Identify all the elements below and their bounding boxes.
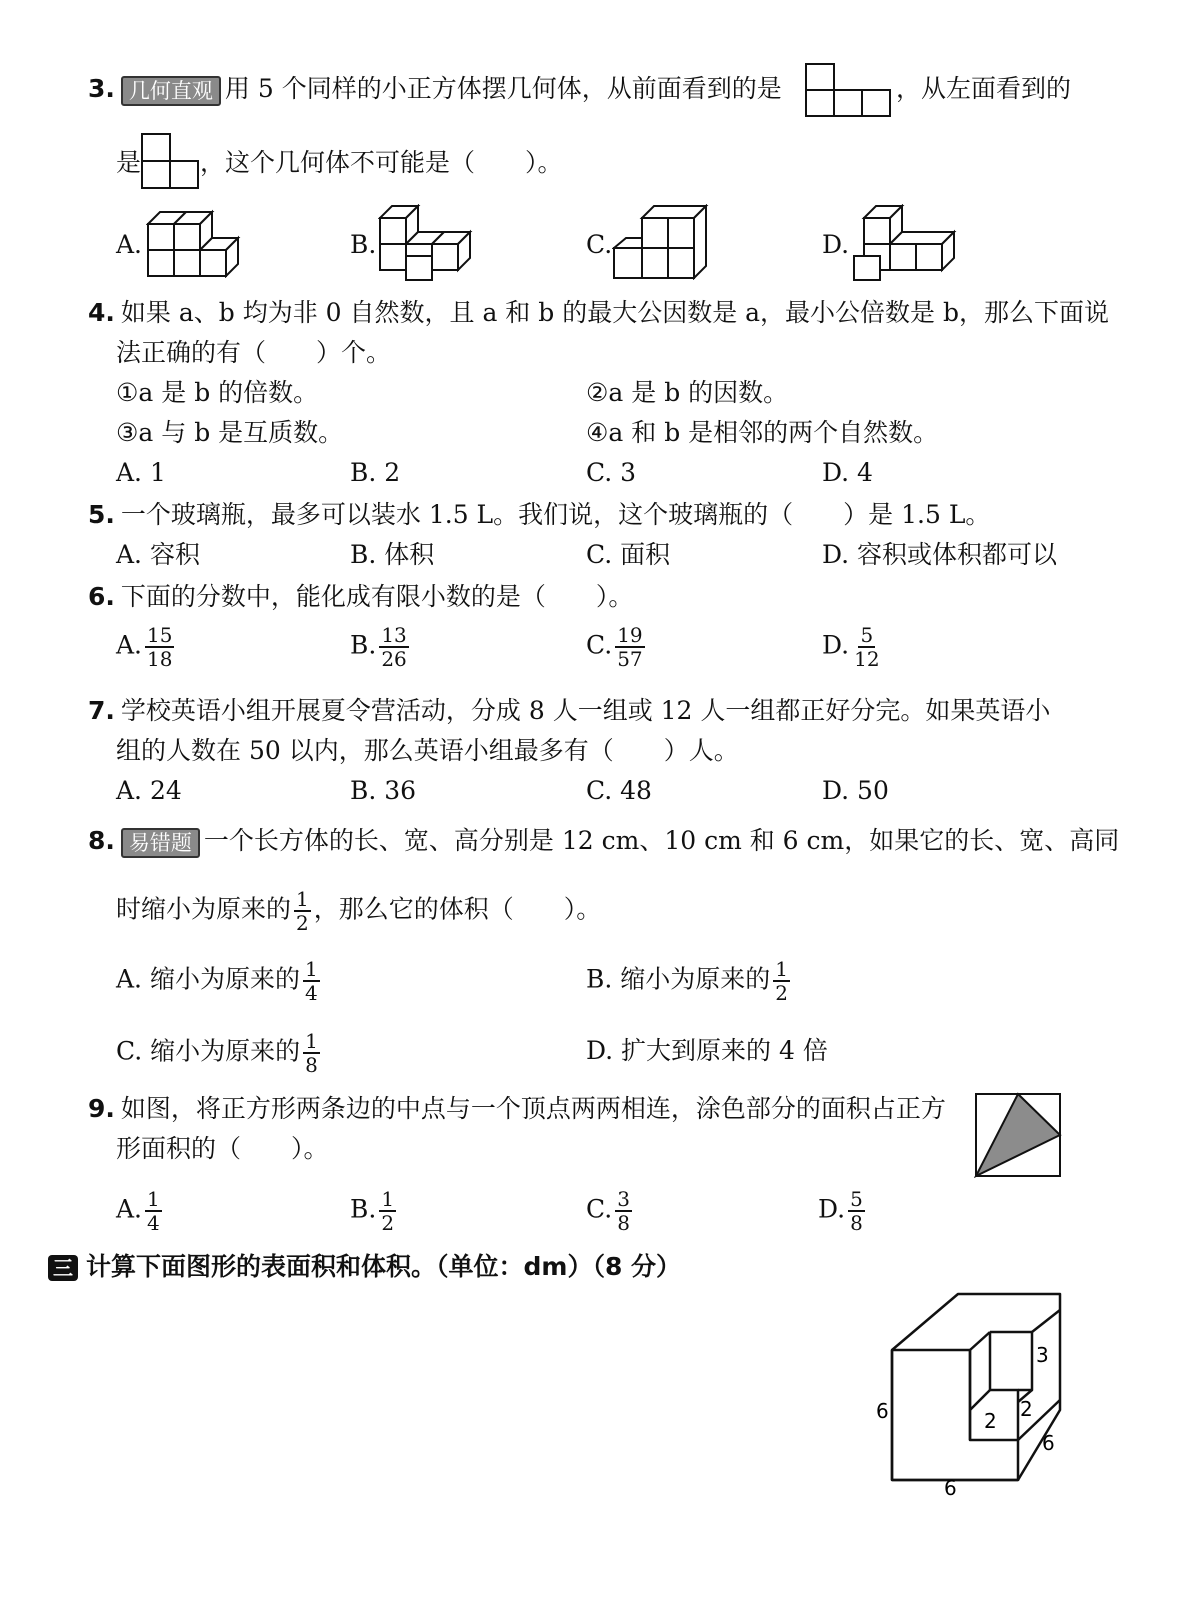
dim-notch-width-label: 2 — [984, 1409, 997, 1433]
numerator: 19 — [617, 623, 643, 647]
dim-notch-depth-label: 2 — [1020, 1397, 1033, 1421]
q7-option-c[interactable]: C. 48 — [586, 776, 652, 805]
q8-option-c[interactable] — [116, 1030, 323, 1076]
q6-text1: 下面的分数中，能化成有限小数的是（ ）。 — [120, 582, 634, 611]
numerator: 5 — [850, 1187, 863, 1211]
q6-line1 — [88, 580, 633, 614]
q8-option-b-text: B. 缩小为原来的 — [586, 964, 771, 994]
q7-option-d[interactable]: D. 50 — [822, 776, 889, 805]
q9-option-b-fraction — [379, 1188, 396, 1234]
q8-option-c-text: C. 缩小为原来的 — [116, 1036, 301, 1066]
numerator: 1 — [775, 957, 789, 981]
q9-option-b[interactable] — [350, 1188, 399, 1234]
numerator: 1 — [296, 887, 309, 911]
section-3-number-icon: 三 — [48, 1255, 78, 1281]
q3-text1: 用 5 个同样的小正方体摆几何体，从前面看到的是 — [224, 74, 782, 103]
q5-option-a[interactable]: A. 容积 — [116, 540, 200, 569]
q6-option-d[interactable] — [822, 624, 885, 670]
section-3-heading — [48, 1250, 681, 1284]
q4-statement-3: ③a 与 b 是互质数。 — [116, 418, 344, 447]
q8-tag: 易错题 — [121, 828, 200, 858]
q3-option-b-label[interactable]: B. — [350, 230, 377, 259]
q5-option-d[interactable]: D. 容积或体积都可以 — [822, 540, 1058, 569]
q8-half-fraction — [294, 888, 311, 934]
q7-option-b[interactable]: B. 36 — [350, 776, 417, 805]
numerator: 1 — [381, 1187, 395, 1211]
q3-option-c-label[interactable]: C. — [586, 230, 613, 259]
q9-option-c[interactable] — [586, 1188, 635, 1234]
q6-option-c-fraction — [615, 624, 644, 670]
numerator: 13 — [381, 623, 407, 647]
q6-option-a-label: A. — [116, 630, 143, 660]
q9-text1: 如图，将正方形两条边的中点与一个顶点两两相连，涂色部分的面积占正方 — [120, 1094, 946, 1123]
q4-number: 4. — [88, 298, 115, 327]
q8-option-a-fraction — [303, 958, 320, 1004]
q3-option-a-cubes-figure — [146, 204, 250, 278]
q7-text2: 组的人数在 50 以内，那么英语小组最多有（ ）人。 — [116, 736, 739, 765]
q6-option-a-fraction — [145, 624, 174, 670]
q3-option-b-cubes-figure — [378, 204, 482, 282]
q4-text1: 如果 a、b 均为非 0 自然数，且 a 和 b 的最大公因数是 a，最小公倍数是 b，那么下面说 — [120, 298, 1110, 327]
q4-text2: 法正确的有（ ）个。 — [116, 338, 392, 367]
q4-statement-4: ④a 和 b 是相邻的两个自然数。 — [586, 418, 939, 447]
q8-text1: 一个长方体的长、宽、高分别是 12 cm、10 cm 和 6 cm，如果它的长、宽、高同 — [203, 826, 1120, 855]
denominator: 12 — [854, 647, 880, 671]
numerator: 1 — [305, 1029, 318, 1053]
denominator: 2 — [381, 1211, 395, 1235]
q6-option-d-fraction — [852, 624, 881, 670]
q3-option-a-label[interactable]: A. — [116, 230, 143, 259]
q8-option-b[interactable] — [586, 958, 793, 1004]
dim-bottom-label: 6 — [944, 1476, 957, 1500]
q9-square-figure — [974, 1092, 1062, 1178]
q8-option-d[interactable]: D. 扩大到原来的 4 倍 — [586, 1036, 828, 1065]
q9-option-a[interactable] — [116, 1188, 165, 1234]
q4-statement-2: ②a 是 b 的因数。 — [586, 378, 789, 407]
q6-option-b-fraction — [379, 624, 408, 670]
denominator: 8 — [305, 1053, 318, 1077]
q7-number: 7. — [88, 696, 115, 725]
q5-option-b[interactable]: B. 体积 — [350, 540, 435, 569]
q9-text2: 形面积的（ ）。 — [116, 1134, 329, 1163]
q4-option-a[interactable]: A. 1 — [116, 458, 166, 487]
q9-option-a-fraction — [145, 1188, 162, 1234]
q8-text2a: 时缩小为原来的 — [116, 894, 292, 924]
q4-option-b[interactable]: B. 2 — [350, 458, 401, 487]
denominator: 2 — [775, 981, 789, 1005]
denominator: 2 — [296, 911, 309, 935]
q9-option-c-fraction — [615, 1188, 632, 1234]
numerator: 5 — [860, 623, 874, 647]
q7-line1 — [88, 694, 1050, 728]
denominator: 8 — [850, 1211, 863, 1235]
q9-option-d[interactable] — [818, 1188, 868, 1234]
dim-notch-height-label: 3 — [1036, 1343, 1049, 1367]
q7-text1: 学校英语小组开展夏令营活动，分成 8 人一组或 12 人一组都正好分完。如果英语小 — [120, 696, 1051, 725]
q8-option-a-text: A. 缩小为原来的 — [116, 964, 300, 994]
q6-option-c[interactable] — [586, 624, 648, 670]
q3-text3: 是 — [116, 148, 142, 177]
dim-right-depth-label: 6 — [1042, 1431, 1055, 1455]
q8-line1 — [88, 824, 1119, 858]
q9-option-d-label: D. — [818, 1194, 846, 1224]
q5-option-c[interactable]: C. 面积 — [586, 540, 671, 569]
denominator: 18 — [147, 647, 173, 671]
denominator: 57 — [617, 647, 643, 671]
numerator: 3 — [617, 1187, 630, 1211]
q3-number: 3. — [88, 74, 115, 103]
q8-option-b-fraction — [773, 958, 790, 1004]
q3-text2: ，从左面看到的 — [896, 74, 1072, 103]
q9-number: 9. — [88, 1094, 115, 1123]
q3-front-view-figure — [804, 62, 892, 118]
q6-option-a[interactable] — [116, 624, 177, 670]
dim-left-label: 6 — [876, 1399, 889, 1423]
section-3-title: 计算下面图形的表面积和体积。（单位：dm）（8 分） — [86, 1252, 682, 1281]
q4-statement-1: ①a 是 b 的倍数。 — [116, 378, 319, 407]
q8-option-c-fraction — [303, 1030, 320, 1076]
q5-number: 5. — [88, 500, 115, 529]
notched-cube-figure — [868, 1290, 1068, 1500]
numerator: 1 — [304, 957, 318, 981]
q7-option-a[interactable]: A. 24 — [116, 776, 182, 805]
q9-option-b-label: B. — [350, 1194, 377, 1224]
q3-option-d-cubes-figure — [852, 204, 964, 282]
denominator: 8 — [617, 1211, 630, 1235]
denominator: 4 — [304, 981, 318, 1005]
q9-option-d-fraction — [848, 1188, 865, 1234]
q6-option-b-label: B. — [350, 630, 377, 660]
q6-number: 6. — [88, 582, 115, 611]
q3-option-d-label[interactable]: D. — [822, 230, 850, 259]
q3-line1 — [88, 72, 782, 106]
q3-text4: ，这个几何体不可能是（ ）。 — [200, 148, 563, 177]
q9-option-c-label: C. — [586, 1194, 613, 1224]
q8-option-a[interactable] — [116, 958, 323, 1004]
q6-option-d-label: D. — [822, 630, 850, 660]
q8-number: 8. — [88, 826, 115, 855]
q9-option-a-label: A. — [116, 1194, 143, 1224]
q5-text1: 一个玻璃瓶，最多可以装水 1.5 L。我们说，这个玻璃瓶的（ ）是 1.5 L。 — [120, 500, 991, 529]
q4-line1 — [88, 296, 1109, 330]
q8-line2 — [116, 888, 601, 934]
q8-text2b: ，那么它的体积（ ）。 — [313, 894, 602, 924]
q3-tag: 几何直观 — [121, 76, 221, 106]
q6-option-c-label: C. — [586, 630, 613, 660]
q4-option-c[interactable]: C. 3 — [586, 458, 637, 487]
q3-option-c-cubes-figure — [612, 204, 718, 280]
denominator: 4 — [147, 1211, 160, 1235]
numerator: 1 — [147, 1187, 160, 1211]
q6-option-b[interactable] — [350, 624, 412, 670]
q9-line1 — [88, 1092, 946, 1126]
q3-left-view-figure — [140, 132, 200, 190]
q5-line1 — [88, 498, 990, 532]
numerator: 15 — [147, 623, 173, 647]
q4-option-d[interactable]: D. 4 — [822, 458, 873, 487]
denominator: 26 — [381, 647, 407, 671]
